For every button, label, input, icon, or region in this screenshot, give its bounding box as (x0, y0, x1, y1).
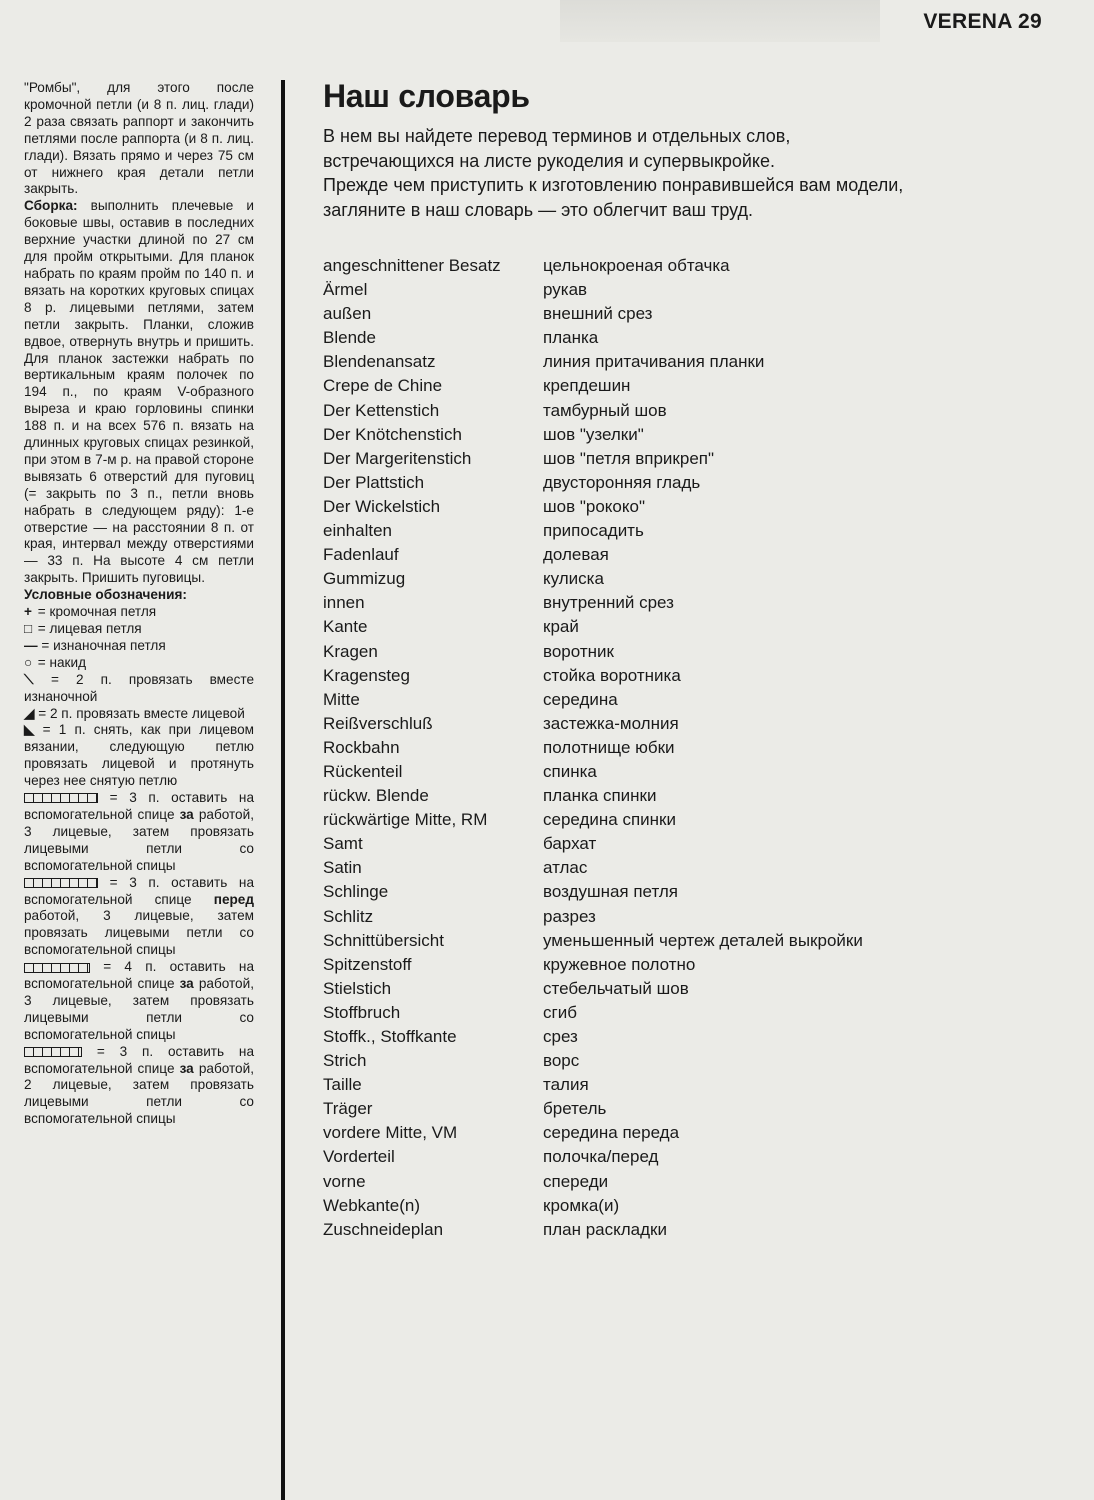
cable-text: работой, 3 лицевые, затем провязать лицевыми петли со вспомогательной спицы (24, 908, 254, 958)
glossary-row (323, 1001, 1043, 1025)
glossary-term: vorne (323, 1171, 366, 1191)
glossary-translation: стебельчатый шов (543, 978, 689, 998)
glossary-translation: середина (543, 689, 618, 709)
glossary-row (323, 519, 1043, 543)
intro-line: Прежде чем приступить к изготовлению понравившейся вам модели, (323, 175, 904, 196)
glossary-translation: полотнище юбки (543, 737, 675, 757)
stitch-symbol-icon: + (24, 604, 32, 620)
glossary-translation: кружевное полотно (543, 954, 696, 974)
glossary-row (323, 856, 1043, 880)
glossary-translation: шов "петля вприкреп" (543, 448, 715, 468)
legend-item (24, 638, 254, 655)
cable-text: = 4 п. оставить на вспомогательной спице (24, 959, 254, 992)
intro-text (323, 124, 1043, 222)
glossary-translation: двусторонняя гладь (543, 472, 701, 492)
glossary-translation: воротник (543, 641, 614, 661)
glossary-translation: середина переда (543, 1123, 680, 1143)
assembly-text: выполнить плечевые и боковые швы, оставив в последних верхние участки длиной по 27 см для пройм открытыми. Для планок набрать по краям пройм по 140 п. и вязать на коротких круговых спицах 8 р. лицевыми петлями, затем петли закрыть. Планки, сложив вдвое, отвернуть внутрь и пришить. Для планок застежки набрать по вертикальным краям полочек по 194 п., по краям V-образного выреза и краю горловины спинки 188 п. и на всех 576 п. вязать на длинных круговых спицах резинкой, при этом в 7-м р. на правой стороне вывязать 6 отверстий для пуговиц (= закрыть по 3 п., петли вновь набрать в следующем ряду): 1-е отверстие — на расстоянии 8 п. от края, интервал между отверстиями — 33 п. На высоте 4 см петли закрыть. Пришить пуговицы. (24, 198, 254, 586)
glossary-term: Der Plattstich (323, 472, 425, 492)
glossary-translation: полочка/перед (543, 1147, 659, 1167)
glossary-translation: разрез (543, 906, 596, 926)
glossary-term: angeschnittener Besatz (323, 256, 501, 275)
intro-line: загляните в наш словарь — это облегчит ваш труд. (323, 199, 754, 220)
glossary-term: Stielstich (323, 978, 392, 998)
glossary-translation: внешний срез (543, 304, 653, 324)
glossary-translation: застежка-молния (543, 713, 679, 733)
glossary-term: Schlitz (323, 906, 374, 926)
page-number: VERENA 29 (923, 10, 1042, 33)
legend-text: = накид (34, 654, 87, 670)
glossary-term: Stoffbruch (323, 1002, 401, 1022)
glossary-term: innen (323, 593, 365, 613)
glossary-term: Mitte (323, 689, 360, 709)
glossary-term: Kante (323, 617, 368, 637)
glossary-row (323, 808, 1043, 832)
glossary-row (323, 591, 1043, 615)
intro-line: встречающихся на листе рукоделия и супервыкройке. (323, 150, 775, 171)
glossary-row (323, 302, 1043, 326)
glossary-translation: внутренний срез (543, 593, 674, 613)
column-divider (281, 80, 285, 1500)
glossary-translation: бретель (543, 1099, 607, 1119)
glossary-translation: стойка воротника (543, 665, 681, 685)
glossary-row (323, 278, 1043, 302)
glossary-term: Stoffk., Stoffkante (323, 1027, 457, 1046)
glossary-term: Gummizug (323, 569, 406, 589)
legend-text: = 2 п. провязать вместе лицевой (34, 705, 245, 721)
stitch-symbol-icon: ○ (24, 654, 33, 670)
glossary-row (323, 1073, 1043, 1097)
glossary-term: rückwärtige Mitte, RM (323, 810, 488, 830)
legend-item (24, 672, 254, 706)
assembly-label: Сборка: (24, 198, 78, 214)
glossary-term: außen (323, 304, 372, 324)
glossary-term: Rockbahn (323, 737, 400, 757)
glossary-row (323, 350, 1043, 374)
legend-item (24, 706, 254, 723)
glossary-row (323, 832, 1043, 856)
glossary-row (323, 977, 1043, 1001)
cable-text: работой, 2 лицевые, затем провязать лицевыми петли со вспомогательной спицы (24, 1060, 254, 1127)
cable-legend-item (24, 1044, 254, 1129)
glossary-term: Vorderteil (323, 1147, 395, 1167)
glossary-term: Fadenlauf (323, 545, 399, 565)
legend-title: Условные обозначения: (24, 587, 187, 603)
glossary-row (323, 905, 1043, 929)
legend-text: = кромочная петля (34, 604, 157, 620)
glossary-term: Der Knötchenstich (323, 424, 462, 444)
glossary-row (323, 1194, 1043, 1218)
glossary-row (323, 760, 1043, 784)
glossary-term: vordere Mitte, VM (323, 1123, 458, 1143)
glossary-translation: рукав (543, 280, 588, 300)
glossary-term: Der Wickelstich (323, 496, 441, 516)
glossary-translation: середина спинки (543, 810, 676, 830)
glossary-translation: талия (543, 1075, 589, 1095)
glossary-row (323, 326, 1043, 350)
cable-legend-list (24, 790, 254, 1128)
glossary-row (323, 1049, 1043, 1073)
glossary-term: Spitzenstoff (323, 954, 412, 974)
glossary-term: einhalten (323, 521, 393, 541)
glossary-translation: тамбурный шов (543, 400, 667, 420)
glossary-translation: атлас (543, 858, 588, 878)
glossary-table (323, 254, 1043, 1242)
cable-crossing-icon (24, 878, 98, 888)
legend-text: = лицевая петля (34, 621, 142, 636)
glossary-translation: спереди (543, 1171, 609, 1191)
glossary-row (323, 615, 1043, 639)
glossary-term: Schlinge (323, 882, 389, 902)
glossary-term: Der Margeritenstich (323, 448, 472, 468)
glossary-row (323, 399, 1043, 423)
glossary-term: Blendenansatz (323, 352, 436, 372)
legend-item (24, 655, 254, 672)
glossary-translation: воздушная петля (543, 882, 678, 902)
glossary-translation: шов "узелки" (543, 424, 644, 444)
glossary-term: Samt (323, 834, 363, 854)
legend-text: = 1 п. снять, как при лицевом вязании, следующую петлю провязать лицевой и протянуть через нее снятую петлю (24, 722, 254, 789)
cable-text: = 3 п. оставить на вспомогательной спице (24, 874, 254, 907)
intro-line: В нем вы найдете перевод терминов и отдельных слов, (323, 126, 791, 146)
glossary-row (323, 1170, 1043, 1194)
glossary-translation: бархат (543, 834, 597, 854)
glossary-translation: кулиска (543, 569, 604, 589)
glossary-row (323, 712, 1043, 736)
glossary-term: Ärmel (323, 280, 368, 300)
cable-text: = 3 п. оставить на вспомогательной спице (24, 790, 254, 822)
cable-text: работой, 3 лицевые, затем провязать лицевыми петли со вспомогательной спицы (24, 806, 254, 873)
glossary-translation: шов "рококо" (543, 496, 645, 516)
glossary-row (323, 784, 1043, 808)
legend-item (24, 722, 254, 790)
cable-legend-item (24, 875, 254, 960)
cable-emphasis: за (179, 806, 194, 822)
glossary-term: Webkante(n) (323, 1195, 421, 1215)
legend-list (24, 604, 254, 790)
cable-legend-item (24, 959, 254, 1044)
cable-emphasis: за (179, 1060, 194, 1076)
glossary-term: Zuschneideplan (323, 1219, 444, 1239)
glossary-row (323, 640, 1043, 664)
cable-emphasis: перед (213, 891, 254, 907)
glossary-translation: крепдешин (543, 376, 631, 396)
glossary-row (323, 254, 1043, 278)
glossary-term: Rückenteil (323, 761, 403, 781)
legend-text: = 2 п. провязать вместе изнаночной (24, 671, 254, 704)
cable-emphasis: за (179, 976, 194, 992)
glossary-translation: линия притачивания планки (543, 352, 765, 372)
glossary-term: Satin (323, 858, 362, 878)
legend-item (24, 621, 254, 638)
glossary-term: Crepe de Chine (323, 376, 443, 396)
glossary-row (323, 567, 1043, 591)
cable-crossing-icon (24, 1047, 82, 1057)
glossary-row (323, 471, 1043, 495)
stitch-symbol-icon: — (24, 637, 38, 653)
glossary-term: Blende (323, 328, 376, 348)
glossary-translation: спинка (543, 761, 597, 781)
glossary-term: Taille (323, 1075, 362, 1095)
glossary-translation: уменьшенный чертеж деталей выкройки (543, 930, 863, 950)
glossary-row (323, 423, 1043, 447)
page-title: Наш словарь (323, 78, 530, 114)
glossary-term: Reißverschluß (323, 713, 433, 733)
stitch-symbol-icon: ⟍ (24, 671, 34, 687)
glossary-translation: цельнокроеная обтачка (543, 256, 730, 275)
stitch-symbol-icon: ◣ (24, 722, 35, 738)
glossary-term: Kragen (323, 641, 378, 661)
instructions-column (24, 80, 254, 1128)
glossary-translation: долевая (543, 545, 609, 565)
glossary-row (323, 1218, 1043, 1242)
glossary-row (323, 495, 1043, 519)
legend-text: = изнаночная петля (37, 637, 166, 653)
cable-text: работой, 3 лицевые, затем провязать лицевыми петли со вспомогательной спицы (24, 976, 254, 1042)
glossary-row (323, 1025, 1043, 1049)
glossary-row (323, 1121, 1043, 1145)
cable-legend-item (24, 790, 254, 875)
glossary-row (323, 1097, 1043, 1121)
glossary-row (323, 736, 1043, 760)
glossary-translation: планка (543, 328, 599, 348)
glossary-row (323, 1145, 1043, 1169)
glossary-row (323, 688, 1043, 712)
glossary-translation: край (543, 617, 579, 637)
glossary-row (323, 953, 1043, 977)
stitch-symbol-icon: □ (24, 621, 33, 636)
stitch-symbol-icon: ◢ (24, 705, 35, 721)
glossary-translation: срез (543, 1027, 578, 1046)
glossary-translation: сгиб (543, 1002, 577, 1022)
glossary-row (323, 664, 1043, 688)
faded-header-print (560, 0, 880, 42)
glossary-term: Der Kettenstich (323, 400, 440, 420)
glossary-translation: ворс (543, 1051, 580, 1071)
legend-item (24, 604, 254, 621)
glossary-translation: припосадить (543, 521, 644, 541)
glossary-translation: кромка(и) (543, 1195, 620, 1215)
glossary-translation: план раскладки (543, 1219, 667, 1239)
cable-crossing-icon (24, 793, 98, 803)
glossary-translation: планка спинки (543, 786, 657, 806)
glossary-row (323, 929, 1043, 953)
glossary-row (323, 374, 1043, 398)
cable-text: = 3 п. оставить на вспомогательной спице (24, 1043, 254, 1076)
glossary-row (323, 543, 1043, 567)
glossary-term: Kragensteg (323, 665, 410, 685)
cable-crossing-icon (24, 963, 90, 973)
glossary-term: Schnittübersicht (323, 930, 444, 950)
glossary-term: Träger (323, 1099, 373, 1119)
glossary-term: Strich (323, 1051, 367, 1071)
assembly-paragraph (24, 198, 254, 587)
glossary-term: rückw. Blende (323, 786, 429, 806)
glossary-row (323, 447, 1043, 471)
instructions-paragraph: "Ромбы", для этого после кромочной петли (и 8 п. лиц. глади) 2 раза связать раппорт и закончить петлями после раппорта (и 8 п. лиц. глади). Вязать прямо и через 75 см от нижнего края детали петли закрыть. (24, 80, 254, 197)
glossary-row (323, 880, 1043, 904)
